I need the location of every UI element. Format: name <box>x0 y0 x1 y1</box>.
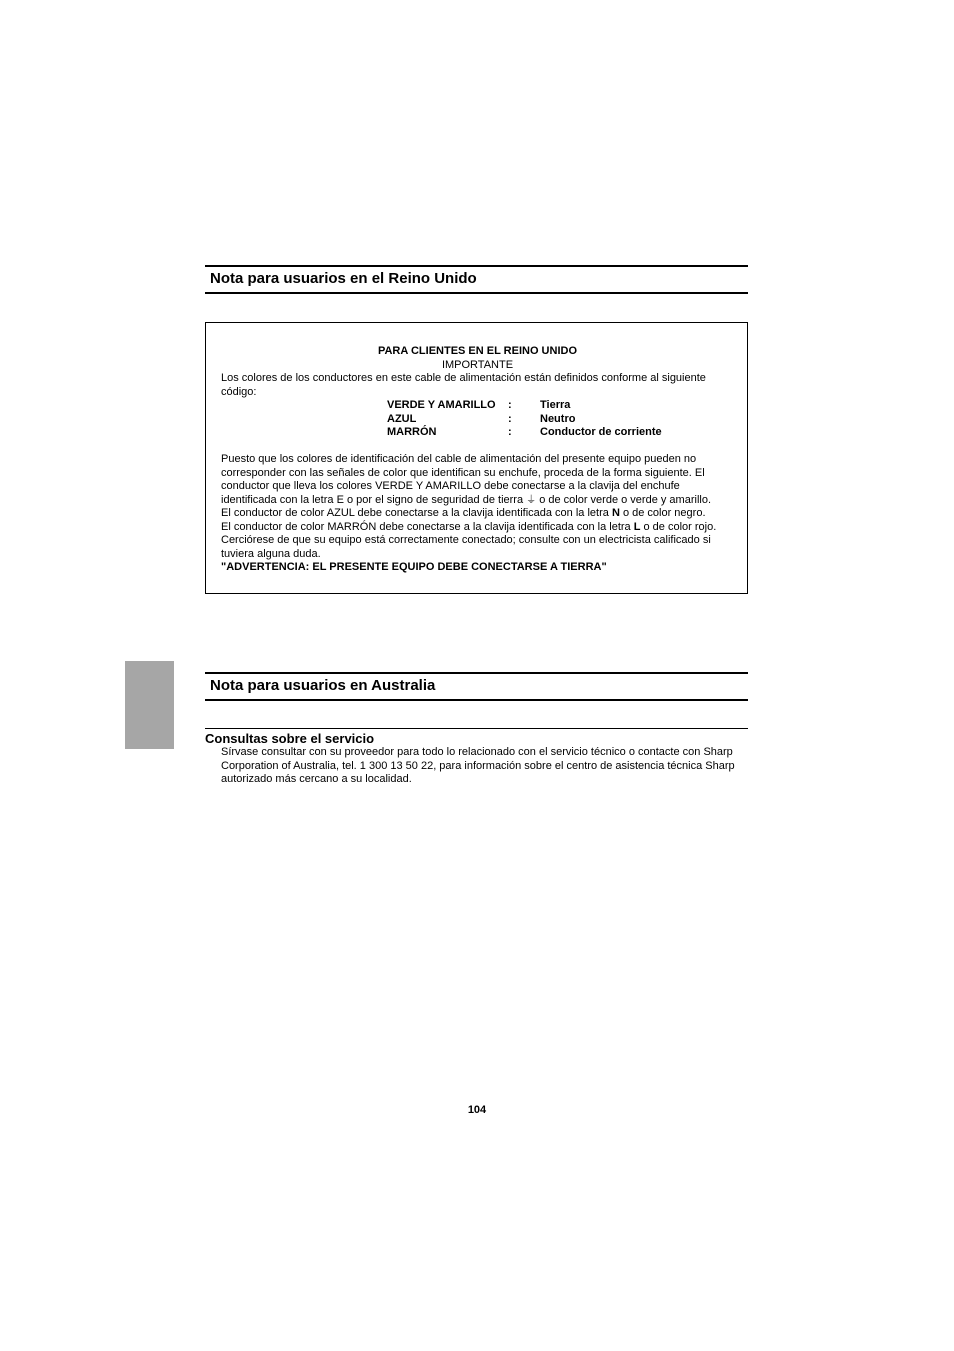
uk-section-title: Nota para usuarios en el Reino Unido <box>210 270 477 287</box>
notice-brown-line <box>221 521 734 535</box>
subsection-rule <box>205 728 748 729</box>
color-code-row <box>387 399 662 413</box>
blue-text: El conductor de color AZUL debe conectarse a la clavija identificada con la letra <box>221 507 612 519</box>
brown-letter: L <box>633 520 641 533</box>
service-body: Sírvase consultar con su proveedor para todo lo relacionado con el servicio técnico o contacte con Sharp Corporation of Australia, tel. 1 300 13 50 22, para información sobre el centro de asistencia técnica Sharp autorizado más cercano a su localidad. <box>221 746 735 785</box>
code-meaning: Tierra <box>540 399 571 411</box>
brown-tail: o de color rojo. <box>640 520 717 533</box>
notice-heading: PARA CLIENTES EN EL REINO UNIDO <box>377 345 578 357</box>
code-meaning: Neutro <box>540 412 576 425</box>
notice-intro: Los colores de los conductores en este cable de alimentación están definidos conforme al siguiente código: <box>221 372 706 398</box>
notice-paragraph-green-yellow <box>221 453 734 507</box>
page-number: 104 <box>467 1104 487 1116</box>
section-thumb-tab <box>125 661 174 749</box>
notice-warning: "ADVERTENCIA: EL PRESENTE EQUIPO DEBE CONECTARSE A TIERRA" <box>221 561 607 573</box>
brown-text: El conductor de color MARRÓN debe conectarse a la clavija identificada con la letra <box>221 520 634 533</box>
notice-check-text: Cerciórese de que su equipo está correctamente conectado; consulte con un electricista calificado si tuviera alguna duda. <box>221 534 711 560</box>
notice-blue-line <box>221 507 734 521</box>
para1-tail: o de color verde o verde y amarillo. <box>536 493 712 506</box>
au-section-header <box>205 672 748 701</box>
code-color: MARRÓN <box>387 426 437 438</box>
blue-tail: o de color negro. <box>619 507 706 519</box>
au-section-title: Nota para usuarios en Australia <box>210 677 436 694</box>
code-color: AZUL <box>387 412 417 425</box>
blue-letter: N <box>611 507 620 519</box>
code-color: VERDE Y AMARILLO <box>387 399 496 411</box>
para1-text: Puesto que los colores de identificación del cable de alimentación del presente equipo pueden no corresponder con las señales de color que identifican su enchufe, proceda de la forma siguiente. El conductor que lleva los colores VERDE Y AMARILLO debe conectarse a la clavija del enchufe identificada con la letra E o por el signo de seguridad de tierra <box>221 453 705 506</box>
color-code-table <box>387 399 662 440</box>
code-meaning: Conductor de corriente <box>540 426 662 438</box>
code-sep: : <box>508 412 512 425</box>
uk-section-header <box>205 265 748 294</box>
uk-notice-content <box>221 345 734 575</box>
notice-subheading: IMPORTANTE <box>441 358 514 371</box>
color-code-row <box>387 413 662 427</box>
code-sep: : <box>508 399 512 411</box>
service-subtitle: Consultas sobre el servicio <box>205 731 375 746</box>
color-code-row <box>387 426 662 440</box>
ground-symbol-icon: ⏚ <box>526 494 537 506</box>
code-sep: : <box>508 426 512 438</box>
uk-notice-box <box>205 322 748 594</box>
